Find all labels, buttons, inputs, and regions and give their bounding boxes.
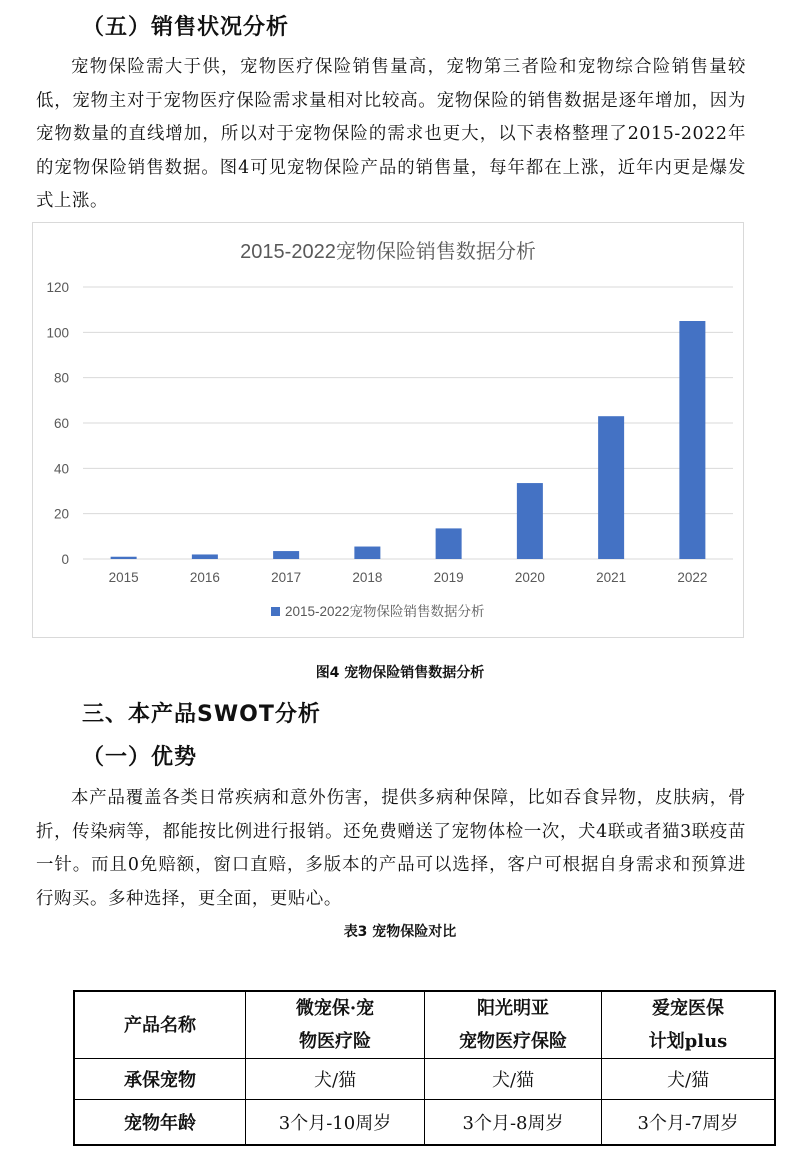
x-tick-label: 2016	[189, 570, 220, 585]
y-tick-label: 100	[46, 325, 69, 341]
comparison-table	[73, 990, 776, 1146]
x-tick-label: 2015	[108, 570, 139, 585]
header-product-name: 产品名称	[74, 991, 246, 1059]
bar-2016	[192, 554, 218, 559]
table-header-row	[74, 991, 775, 1059]
header-product-1	[246, 991, 425, 1059]
bar-2018	[354, 547, 380, 559]
x-tick-label: 2021	[596, 570, 627, 585]
table-cell: 3个月-10周岁	[246, 1100, 425, 1146]
bar-2019	[436, 528, 462, 559]
header-product-2-line1: 阳光明亚	[477, 998, 549, 1019]
table-cell: 犬/猫	[246, 1059, 425, 1100]
paragraph-sales-analysis: 宠物保险需大于供，宠物医疗保险销售量高，宠物第三者险和宠物综合险销售量较低，宠物主对于宠物医疗保险需求量相对比较高。宠物保险的销售数据是逐年增加，因为宠物数量的直线增加，所以对于宠物保险的需求也更大，以下表格整理了2015-2022年的宠物保险销售数据。图4可见宠物保险产品的销售量，每年都在上涨，近年内更是爆发式上涨。	[36, 57, 746, 211]
table-cell: 3个月-7周岁	[602, 1100, 776, 1146]
section-heading-sales: （五）销售状况分析	[82, 15, 290, 40]
table-cell: 犬/猫	[425, 1059, 602, 1100]
chart-canvas	[33, 223, 743, 637]
row-label-insured-pet: 承保宠物	[74, 1059, 246, 1100]
y-tick-label: 120	[46, 280, 69, 295]
row-label-pet-age: 宠物年龄	[74, 1100, 246, 1146]
x-tick-label: 2022	[677, 570, 708, 585]
header-product-2	[425, 991, 602, 1059]
header-product-3-line1: 爱宠医保	[652, 998, 724, 1019]
bar-2017	[273, 551, 299, 559]
bar-2020	[517, 483, 543, 559]
bar-2021	[598, 416, 624, 559]
section-heading-swot: 三、本产品SWOT分析	[82, 702, 321, 727]
table-caption: 表3 宠物保险对比	[343, 924, 457, 940]
legend-label: 2015-2022宠物保险销售数据分析	[285, 604, 485, 619]
table-cell: 犬/猫	[602, 1059, 776, 1100]
header-product-1-line1: 微宠保·宠	[295, 998, 375, 1019]
x-tick-label: 2020	[514, 570, 545, 585]
x-tick-label: 2017	[271, 570, 302, 585]
y-tick-label: 40	[53, 461, 69, 477]
header-product-3	[602, 991, 776, 1059]
y-tick-label: 20	[53, 506, 69, 522]
chart-title: 2015-2022宠物保险销售数据分析	[240, 241, 536, 263]
legend-swatch	[271, 607, 280, 616]
paragraph-strengths: 本产品覆盖各类日常疾病和意外伤害，提供多病种保障，比如吞食异物，皮肤病，骨折，传染病等，都能按比例进行报销。还免费赠送了宠物体检一次，犬4联或者猫3联疫苗一针。而且0免赔额，窗口直赔，多版本的产品可以选择，客户可根据自身需求和预算进行购买。多种选择，更全面，更贴心。	[36, 788, 746, 909]
y-tick-label: 60	[53, 416, 69, 431]
table-row	[74, 1100, 775, 1146]
x-tick-label: 2019	[433, 570, 464, 585]
table-row	[74, 1059, 775, 1100]
y-tick-label: 80	[53, 370, 69, 386]
bar-2015	[111, 557, 137, 559]
table-cell: 3个月-8周岁	[425, 1100, 602, 1146]
subsection-heading-strengths: （一）优势	[82, 745, 198, 770]
header-product-2-line2: 宠物医疗保险	[459, 1031, 567, 1052]
header-product-3-line2: 计划plus	[648, 1031, 728, 1052]
sales-bar-chart	[32, 222, 744, 638]
x-tick-label: 2018	[352, 570, 383, 585]
header-product-1-line2: 物医疗险	[299, 1031, 371, 1052]
figure-caption: 图4 宠物保险销售数据分析	[315, 665, 485, 681]
bar-2022	[679, 321, 705, 559]
y-tick-label: 0	[61, 552, 69, 567]
